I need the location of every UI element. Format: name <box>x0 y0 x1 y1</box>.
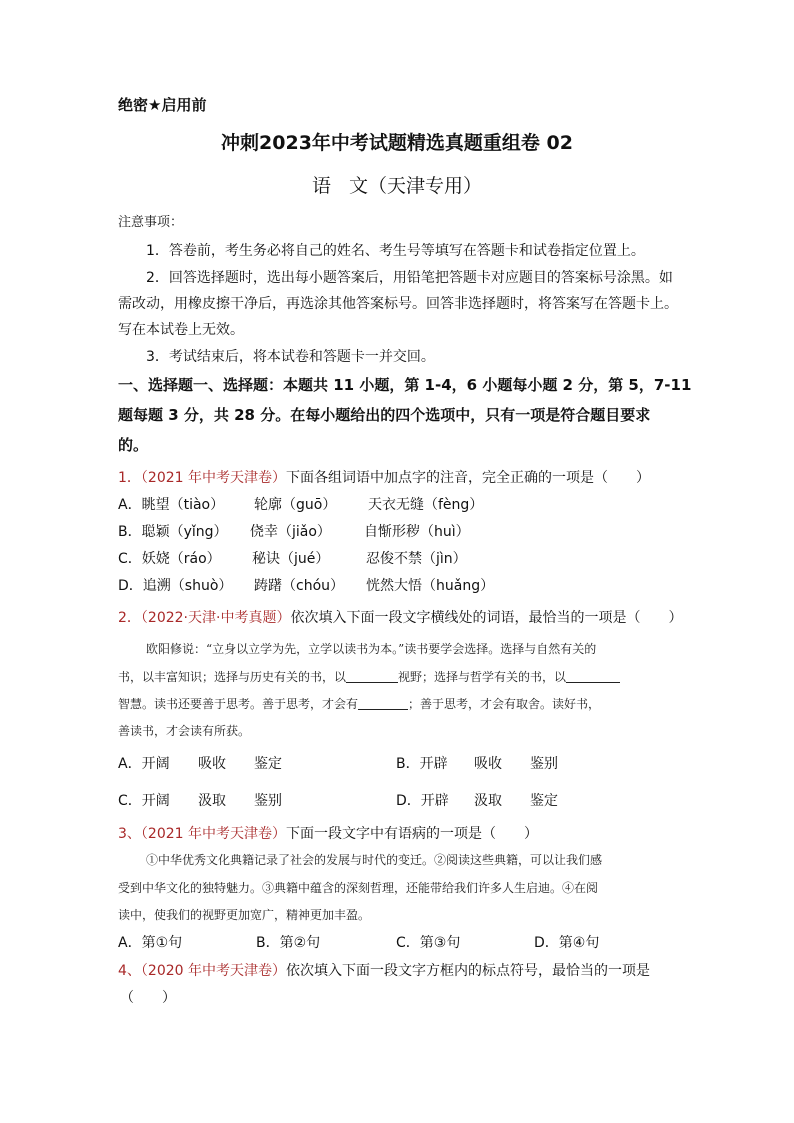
q3-option-a: A．第①句 <box>118 935 183 951</box>
section-1-line-1 <box>118 374 691 395</box>
option-b-word-1: B．聪颖（yǐng） <box>118 524 228 540</box>
notice-item-2-line-3: 写在本试卷上无效。 <box>118 322 244 338</box>
question-3-text: 下面一段文字中有语病的一项是（ ） <box>286 826 539 842</box>
q2-option-c-3: 鉴别 <box>254 793 282 809</box>
question-1-option-c <box>118 548 718 568</box>
q2-option-a-2: 吸收 <box>198 756 226 772</box>
question-2-passage-line-2 <box>118 668 620 685</box>
exam-subtitle <box>0 171 794 198</box>
q2-option-d-2: 汲取 <box>474 793 502 809</box>
notice-item-1: 1．答卷前，考生务必将自己的姓名、考生号等填写在答题卡和试卷指定位置上。 <box>146 243 645 259</box>
question-3-number: 3、 <box>118 826 141 842</box>
question-4-source: （2020 年中考天津卷） <box>140 963 287 979</box>
question-2-source: （2022·天津·中考真题） <box>140 610 291 626</box>
option-d-word-2: 踌躇（chóu） <box>254 578 345 594</box>
passage-text: ；善于思考，才会有取舍。读好书， <box>408 697 601 711</box>
answer-blank <box>358 697 408 710</box>
section-1-prefix: 一、选择题一、选择题： <box>118 376 284 394</box>
q2-option-c-2: 汲取 <box>198 793 226 809</box>
option-a-word-2: 轮廓（guō） <box>254 497 337 513</box>
question-4-number: 4、 <box>118 963 141 979</box>
question-1-option-d <box>118 575 718 595</box>
passage-text: 视野；选择与哲学有关的书，以 <box>398 670 567 684</box>
answer-blank <box>346 670 398 683</box>
option-c-word-2: 秘诀（jué） <box>252 551 330 567</box>
question-3-source: （2021 年中考天津卷） <box>140 826 287 842</box>
option-b-word-3: 自惭形秽（huì） <box>364 524 470 540</box>
question-2-number: 2． <box>118 610 141 626</box>
section-1-instructions-2: 题每题 3 分，共 28 分。在每小题给出的四个选项中，只有一项是符合题目要求 <box>118 406 651 424</box>
option-a-word-3: 天衣无缝（fèng） <box>368 497 484 513</box>
notice-item-2-line-2: 需改动，用橡皮擦干净后，再选涂其他答案标号。回答非选择题时，将答案写在答题卡上。 <box>118 296 678 312</box>
option-d-word-1: D．追溯（shuò） <box>118 578 233 594</box>
question-3-passage-line-3: 读中，使我们的视野更加宽广，精神更加丰盈。 <box>118 908 371 922</box>
question-3-passage-line-1: ①中华优秀文化典籍记录了社会的发展与时代的变迁。②阅读这些典籍，可以让我们感 <box>146 853 603 867</box>
question-3-stem <box>118 823 538 843</box>
option-c-word-3: 忍俊不禁（jìn） <box>366 551 467 567</box>
question-2-options-row-2 <box>118 790 678 810</box>
question-4-text: 依次填入下面一段文字方框内的标点符号，最恰当的一项是 <box>286 963 651 979</box>
subtitle-subject: 语 <box>311 175 331 197</box>
option-c-word-1: C．妖娆（ráo） <box>118 551 221 567</box>
q2-option-a-3: 鉴定 <box>254 756 282 772</box>
confidential-label: 绝密★启用前 <box>118 96 207 114</box>
exam-title: 冲刺2023年中考试题精选真题重组卷 02 <box>221 132 573 154</box>
question-3-options <box>118 932 678 952</box>
question-2-passage-line-3 <box>118 695 600 712</box>
question-1-option-a <box>118 494 718 514</box>
option-b-word-2: 侥幸（jiǎo） <box>250 524 331 540</box>
q3-option-d: D．第④句 <box>534 935 600 951</box>
question-3-passage-line-2: 受到中华文化的独特魅力。③典籍中蕴含的深刻哲理，还能带给我们许多人生启迪。④在阅 <box>118 881 599 895</box>
q3-option-b: B．第②句 <box>256 935 321 951</box>
q2-option-c-1: C．开阔 <box>118 793 170 809</box>
section-1-instructions-3: 的。 <box>118 436 149 454</box>
question-2-passage-line-1: 欧阳修说：“立身以立学为先，立学以读书为本。”读书要学会选择。选择与自然有关的 <box>146 642 597 656</box>
question-2-text: 依次填入下面一段文字横线处的词语，最恰当的一项是（ ） <box>290 610 683 626</box>
passage-text: 智慧。读书还要善于思考。善于思考，才会有 <box>118 697 359 711</box>
q2-option-d-1: D．开辟 <box>396 793 449 809</box>
answer-blank <box>566 670 620 683</box>
question-2-options-row-1 <box>118 753 678 773</box>
question-1-text: 下面各组词语中加点字的注音，完全正确的一项是（ ） <box>286 470 651 486</box>
question-4-stem <box>118 960 650 980</box>
question-4-answer-paren: （ ） <box>120 990 176 1006</box>
notice-item-2-line-1: 2．回答选择题时，选出每小题答案后，用铅笔把答题卡对应题目的答案标号涂黑。如 <box>146 270 673 286</box>
question-1-stem <box>118 467 650 487</box>
section-1-instructions: 本题共 11 小题，第 1-4，6 小题每小题 2 分，第 5，7-11 <box>283 376 692 394</box>
section-1-line-2 <box>118 404 650 425</box>
q3-option-c: C．第③句 <box>396 935 461 951</box>
q2-option-b-3: 鉴别 <box>530 756 558 772</box>
notice-heading: 注意事项： <box>118 215 184 230</box>
option-d-word-3: 恍然大悟（huǎng） <box>366 578 495 594</box>
section-1-line-3 <box>118 434 148 455</box>
question-1-source: （2021 年中考天津卷） <box>140 470 287 486</box>
question-2-stem <box>118 607 682 627</box>
notice-item-3: 3．考试结束后，将本试卷和答题卡一并交回。 <box>146 349 435 365</box>
passage-text: 书，以丰富知识；选择与历史有关的书，以 <box>118 670 347 684</box>
question-1-option-b <box>118 521 718 541</box>
q2-option-b-2: 吸收 <box>474 756 502 772</box>
q2-option-a-1: A．开阔 <box>118 756 170 772</box>
option-a-word-1: A．眺望（tiào） <box>118 497 225 513</box>
q2-option-b-1: B．开辟 <box>396 756 448 772</box>
question-2-passage-line-4: 善读书，才会读有所获。 <box>118 724 251 738</box>
q2-option-d-3: 鉴定 <box>530 793 558 809</box>
subtitle-region: 文（天津专用） <box>349 175 483 197</box>
question-1-number: 1． <box>118 470 141 486</box>
